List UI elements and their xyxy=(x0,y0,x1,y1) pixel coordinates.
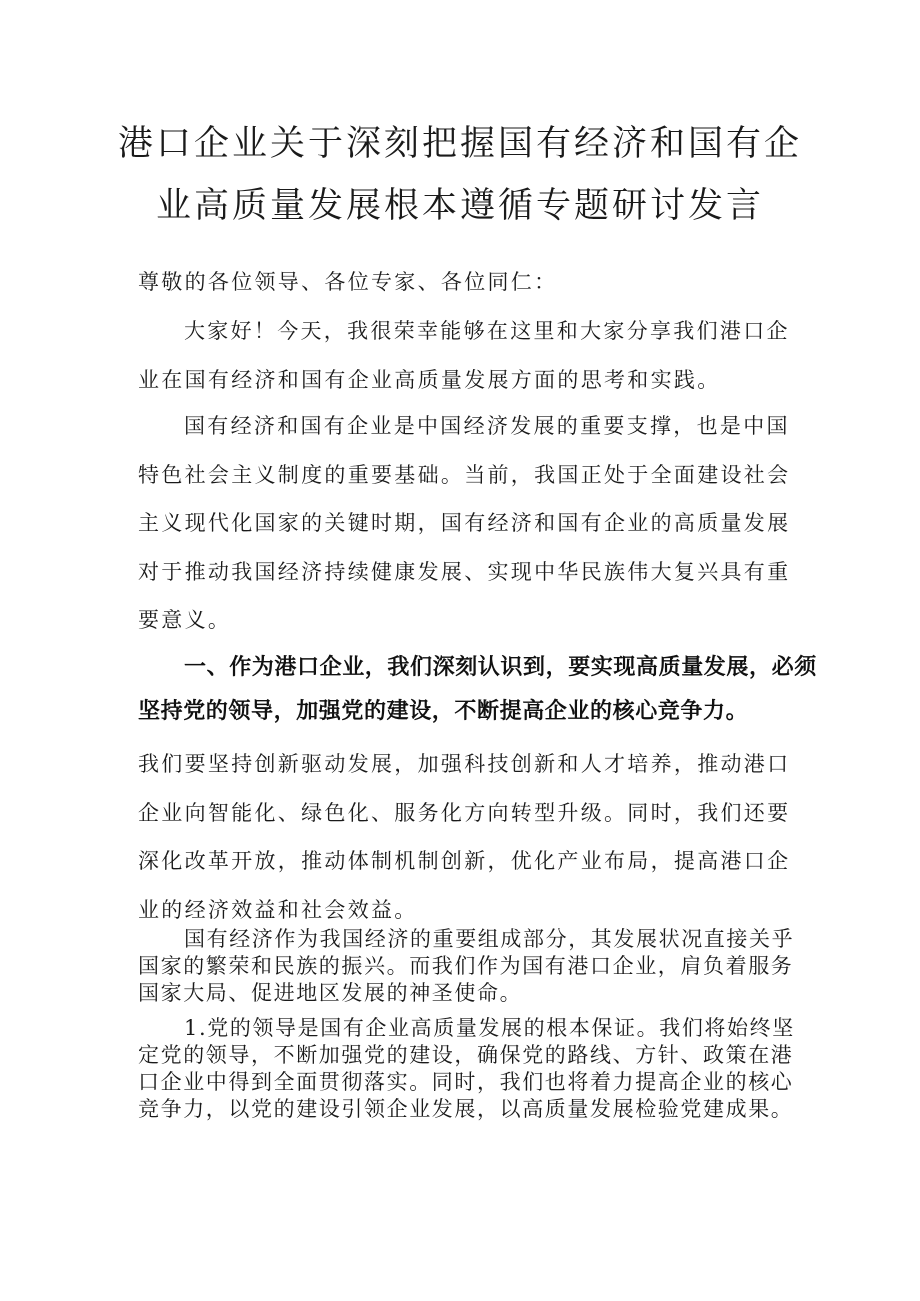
paragraph-mission: 国有经济作为我国经济的重要组成部分，其发展状况直接关乎国家的繁荣和民族的振兴。而我们作为国有港口企业，肩负着服务国家大局、促进地区发展的神圣使命。 xyxy=(138,927,795,1005)
paragraph-opening: 大家好！今天，我很荣幸能够在这里和大家分享我们港口企业在国有经济和国有企业高质量发展方面的思考和实践。 xyxy=(138,319,790,392)
paragraph-background: 国有经济和国有企业是中国经济发展的重要支撑，也是中国特色社会主义制度的重要基础。当前，我国正处于全面建设社会主义现代化国家的关键时期，国有经济和国有企业的高质量发展对于推动我国经济持续健康发展、实现中华民族伟大复兴具有重要意义。 xyxy=(138,414,791,632)
paragraph-innovation: 我们要坚持创新驱动发展，加强科技创新和人才培养，推动港口企业向智能化、绿色化、服务化方向转型升级。同时，我们还要深化改革开放，推动体制机制创新，优化产业布局，提高港口企业的经济效益和社会效益。 xyxy=(138,752,791,922)
greeting: 尊敬的各位领导、各位专家、各位同仁： xyxy=(138,270,558,294)
document-title-line-1: 港口企业关于深刻把握国有经济和国有企 xyxy=(117,124,802,164)
paragraph-point-1: 1.党的领导是国有企业高质量发展的根本保证。我们将始终坚定党的领导，不断加强党的建设，确保党的路线、方针、政策在港口企业中得到全面贯彻落实。同时，我们也将着力提高企业的核心竞争力，以党的建设引领企业发展，以高质量发展检验党建成果。 xyxy=(138,1016,795,1121)
document-title-line-2: 业高质量发展根本遵循专题研讨发言 xyxy=(155,186,764,226)
section-heading-1: 一、作为港口企业，我们深刻认识到，要实现高质量发展，必须坚持党的领导，加强党的建设，不断提高企业的核心竞争力。 xyxy=(138,655,817,724)
